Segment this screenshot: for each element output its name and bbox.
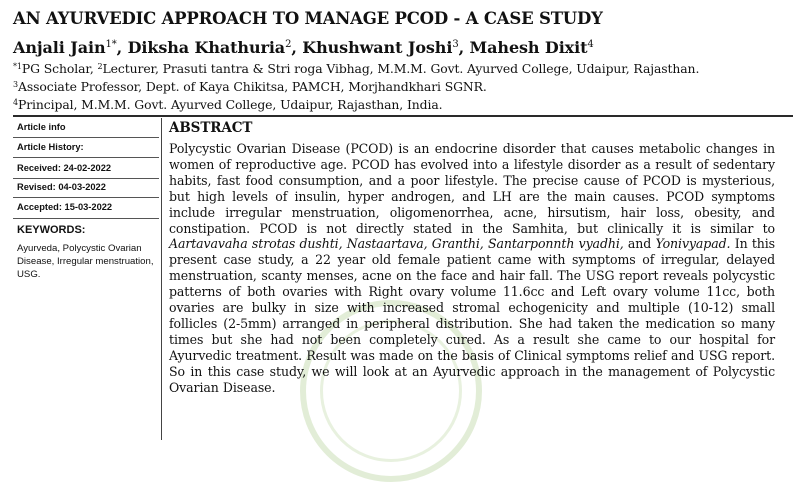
author-name: Khushwant Joshi	[302, 38, 453, 57]
affiliation-text: Associate Professor, Dept. of Kaya Chikitsa, PAMCH, Morjhandkhari SGNR.	[18, 79, 487, 94]
abstract-text-segment: In this present case study, a 22 year old female patient came with symptoms of irregular, delayed menstruation, scanty menses, acne on the face and hair fall. The USG report reveals polycystic patterns of both ovaries with Right ovary volume 11.6cc and Left ovary volume 11cc, both ovaries are bulky in size with increased stromal echogenicity and multiple (10-12) small follicles (2-5mm) arranged in peripheral distribution. She had taken the medication so many times but she had not been completely cured. As a result she came to our hospital for Ayurvedic treatment. Result was made on the basis of Clinical symptoms relief and USG report. So in this case study, we will look at an Ayurvedic approach in the management of Polycystic Ovarian Disease.	[169, 236, 775, 395]
affiliation-text: Lecturer, Prasuti tantra & Stri roga Vibhag, M.M.M. Govt. Ayurved College, Udaipur, Rajasthan.	[102, 61, 700, 76]
article-history-label: Article History:	[17, 142, 84, 152]
keywords-text: Ayurveda, Polycystic Ovarian Disease, Irregular menstruation, USG.	[17, 243, 154, 280]
divider	[13, 197, 159, 198]
affiliation-marker: 2	[97, 62, 103, 71]
accepted-date: Accepted: 15-03-2022	[17, 202, 113, 212]
author-affiliation-marker: 4	[587, 39, 594, 50]
affiliation-marker: 4	[13, 98, 18, 107]
divider	[13, 157, 159, 158]
article-info-panel	[13, 118, 159, 440]
abstract-text-segment: Polycystic Ovarian Disease (PCOD) is an endocrine disorder that causes metabolic changes in women of reproductive age. PCOD has evolved into a lifestyle disorder as a result of sedentary habits, fast food consumption, and a poor lifestyle. The precise cause of PCOD is mysterious, but high levels of insulin, hyper androgen, and LH are the main causes. PCOD symptoms include irregular menstruation, oligomenorrhea, acne, hirsutism, hair loss, obesity, and constipation. PCOD is not directly stated in the Samhita, but clinically it is similar to	[169, 141, 775, 236]
abstract-heading: ABSTRACT	[169, 120, 253, 136]
affiliation-text: PG Scholar,	[21, 61, 98, 76]
keywords-heading: KEYWORDS:	[17, 224, 86, 236]
abstract-italic-terms: Aartavavaha strotas dushti, Nastaartava, Granthi, Santarponnth vyadhi,	[169, 236, 624, 252]
affiliation-marker: 3	[13, 80, 18, 89]
author-affiliation-marker: 3	[452, 39, 459, 50]
abstract-italic-terms: Yonivyapad.	[655, 236, 731, 252]
affiliation-line	[13, 61, 699, 76]
author-name: Mahesh Dixit	[469, 38, 588, 57]
column-divider	[161, 118, 162, 440]
affiliation-text: Principal, M.M.M. Govt. Ayurved College, Udaipur, Rajasthan, India.	[18, 97, 443, 112]
author-list: Anjali Jain$^{1*}$, Diksha Khathuria$^2$, Khushwant Joshi$^3$, Mahesh Dixit$^4$	[13, 38, 594, 57]
author-name: Anjali Jain	[13, 38, 106, 57]
divider	[13, 218, 159, 219]
article-info-heading: Article info	[17, 122, 66, 132]
paper-title: AN AYURVEDIC APPROACH TO MANAGE PCOD - A CASE STUDY	[13, 9, 603, 28]
affiliation-marker: *1	[13, 62, 22, 71]
divider	[13, 137, 159, 138]
affiliation-line	[13, 97, 442, 112]
abstract-text-segment: and	[623, 236, 656, 252]
author-name: Diksha Khathuria	[127, 38, 286, 57]
abstract-text	[169, 141, 775, 396]
header-divider	[13, 115, 793, 117]
received-date: Received: 24-02-2022	[17, 163, 112, 173]
abstract-section	[169, 120, 775, 396]
divider	[13, 178, 159, 179]
affiliation-line	[13, 79, 487, 94]
author-affiliation-marker: 1*	[105, 39, 117, 50]
author-affiliation-marker: 2	[285, 39, 292, 50]
revised-date: Revised: 04-03-2022	[17, 182, 106, 192]
